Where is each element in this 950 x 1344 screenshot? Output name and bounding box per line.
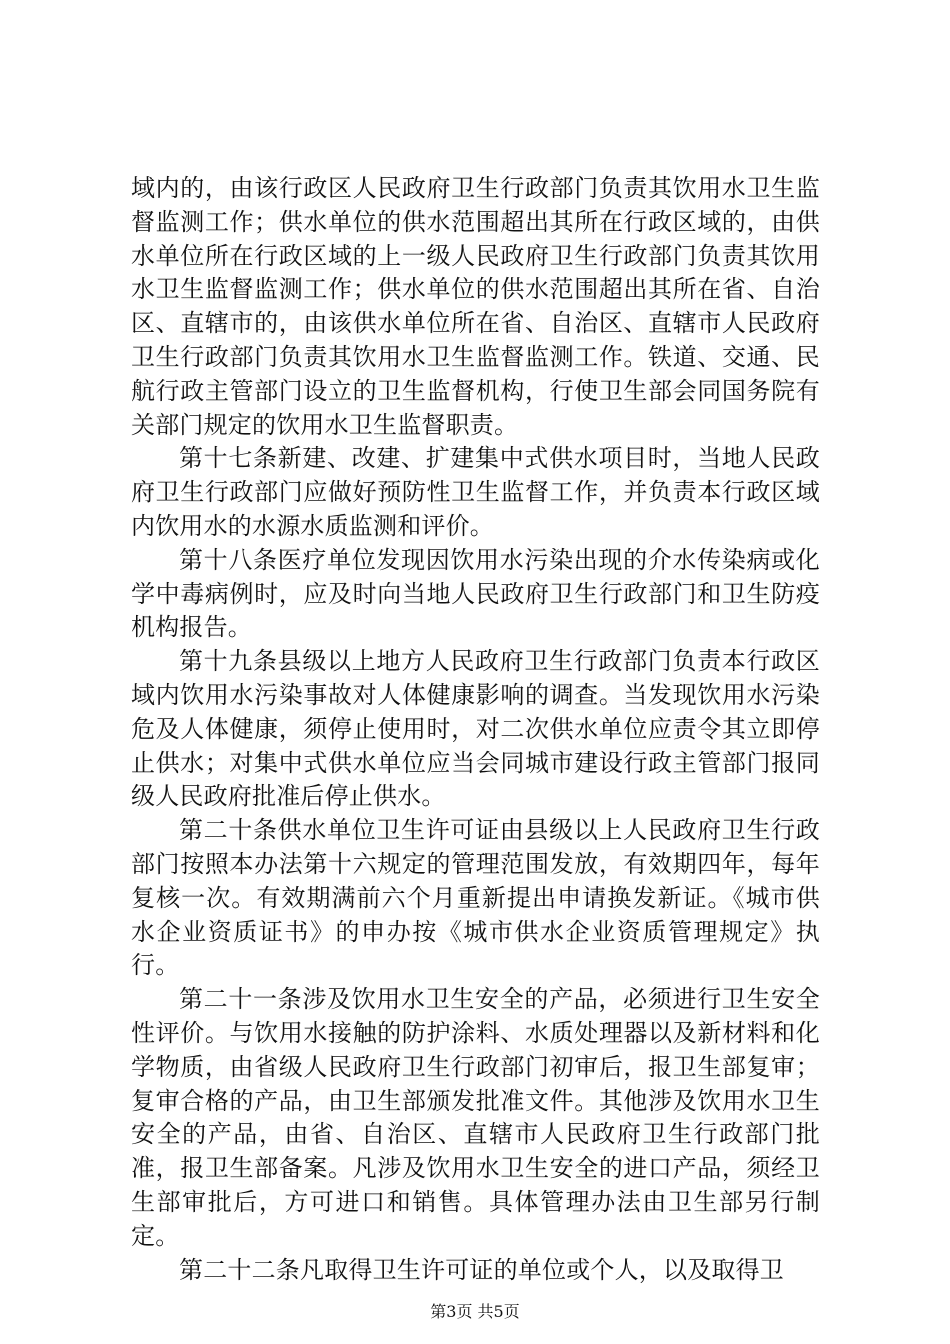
paragraph-article-19: 第十九条县级以上地方人民政府卫生行政部门负责本行政区域内饮用水污染事故对人体健康影响的调查。当发现饮用水污染危及人体健康，须停止使用时，对二次供水单位应责令其立即停止供水；对集中式供水单位应当会同城市建设行政主管部门报同级人民政府批准后停止供水。 <box>131 647 820 811</box>
paragraph-article-22: 第二十二条凡取得卫生许可证的单位或个人，以及取得卫 <box>179 1255 784 1284</box>
page-number-label: 第3页 共5页 <box>430 1302 520 1321</box>
paragraph-article-17: 第十七条新建、改建、扩建集中式供水项目时，当地人民政府卫生行政部门应做好预防性卫生监督工作，并负责本行政区域内饮用水的水源水质监测和评价。 <box>131 444 820 540</box>
document-body <box>131 172 820 1287</box>
paragraph-article-20: 第二十条供水单位卫生许可证由县级以上人民政府卫生行政部门按照本办法第十六规定的管理范围发放，有效期四年，每年复核一次。有效期满前六个月重新提出申请换发新证。《城市供水企业资质证书》的申办按《城市供水企业资质管理规定》执行。 <box>131 816 820 980</box>
paragraph-continuation: 域内的，由该行政区人民政府卫生行政部门负责其饮用水卫生监督监测工作；供水单位的供水范围超出其所在行政区域的，由供水单位所在行政区域的上一级人民政府卫生行政部门负责其饮用水卫生监督监测工作；供水单位的供水范围超出其所在省、自治区、直辖市的，由该供水单位所在省、自治区、直辖市人民政府卫生行政部门负责其饮用水卫生监督监测工作。铁道、交通、民航行政主管部门设立的卫生监督机构，行使卫生部会同国务院有关部门规定的饮用水卫生监督职责。 <box>131 174 820 439</box>
page-footer <box>0 1302 950 1322</box>
paragraph-article-18: 第十八条医疗单位发现因饮用水污染出现的介水传染病或化学中毒病例时，应及时向当地人民政府卫生行政部门和卫生防疫机构报告。 <box>131 545 820 642</box>
paragraph-article-21: 第二十一条涉及饮用水卫生安全的产品，必须进行卫生安全性评价。与饮用水接触的防护涂料、水质处理器以及新材料和化学物质，由省级人民政府卫生行政部门初审后，报卫生部复审；复审合格的产品，由卫生部颁发批准文件。其他涉及饮用水卫生安全的产品，由省、自治区、直辖市人民政府卫生行政部门批准，报卫生部备案。凡涉及饮用水卫生安全的进口产品，须经卫生部审批后，方可进口和销售。具体管理办法由卫生部另行制定。 <box>131 985 820 1250</box>
